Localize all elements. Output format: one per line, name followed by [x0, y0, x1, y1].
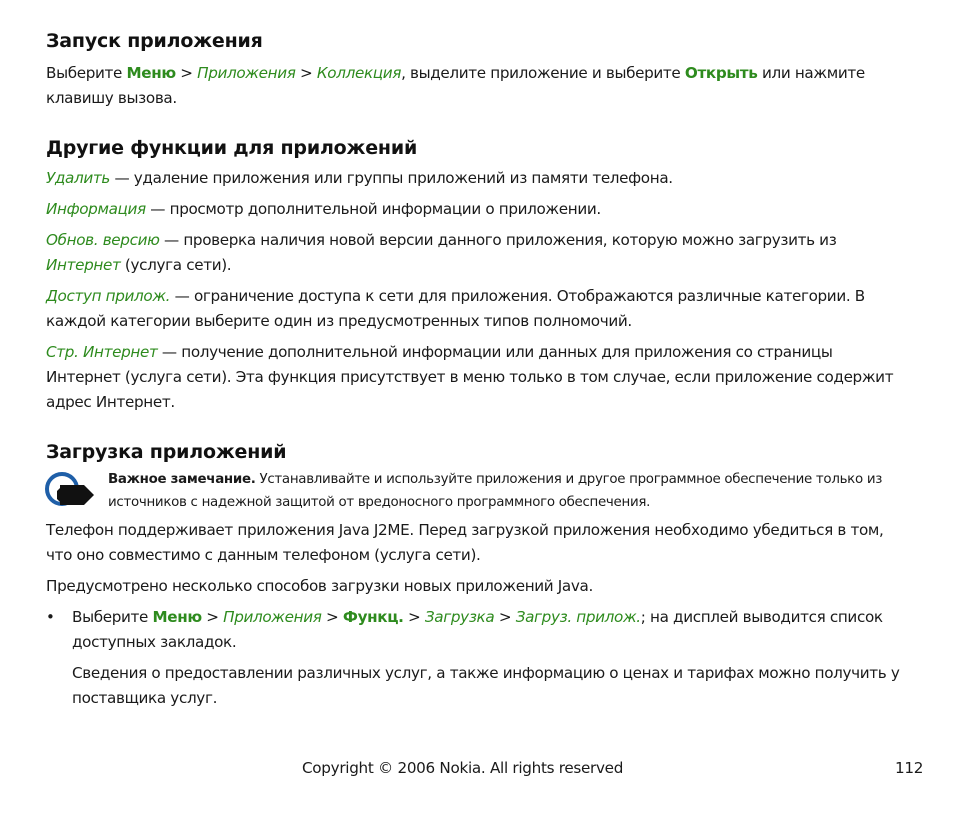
- function-item-access: Доступ прилож. — ограничение доступа к сети для приложения. Отображаются различные категории. В каждой категории выберите один из предусмотренных типов полномочий.: [46, 287, 865, 330]
- download-methods-paragraph: Предусмотрено несколько способов загрузки новых приложений Java.: [46, 577, 593, 595]
- important-note: [46, 471, 906, 514]
- java-support-paragraph: Телефон поддерживает приложения Java J2ME. Перед загрузкой приложения необходимо убедиться в том, что оно совместимо с данным телефоном (услуга сети).: [46, 521, 884, 564]
- service-info-paragraph: Сведения о предоставлении различных услуг, а также информацию о ценах и тарифах можно получить у поставщика услуг.: [72, 664, 900, 707]
- function-item-update: Обнов. версию — проверка наличия новой версии данного приложения, которую можно загрузить из Интернет (услуга сети).: [46, 231, 837, 274]
- page-number: 112: [895, 759, 924, 777]
- open-link: Открыть: [684, 64, 758, 82]
- collection-link: Коллекция: [316, 64, 402, 82]
- heading-other-functions: Другие функции для приложений: [46, 137, 418, 159]
- copyright-text: Copyright © 2006 Nokia. All rights reserved: [302, 759, 624, 777]
- function-item-info: Информация — просмотр дополнительной информации о приложении.: [46, 200, 601, 218]
- document-page: [46, 30, 906, 711]
- important-note-label: Важное замечание.: [108, 472, 256, 487]
- function-item-web-page: Стр. Интернет — получение дополнительной информации или данных для приложения со страницы Интернет (услуга сети). Эта функция присутствует в меню только в том случае, если приложение содержит адрес Интернет.: [46, 343, 894, 411]
- important-note-icon: [44, 471, 96, 507]
- heading-download-apps: Загрузка приложений: [46, 441, 287, 463]
- function-item-delete: Удалить — удаление приложения или группы приложений из памяти телефона.: [46, 169, 673, 187]
- list-item: [46, 605, 906, 655]
- heading-launch-app: Запуск приложения: [46, 30, 263, 52]
- apps-link: Приложения: [197, 64, 296, 82]
- launch-app-paragraph: Выберите Меню > Приложения > Коллекция, выделите приложение и выберите Открыть или нажмите клавишу вызова.: [46, 64, 865, 107]
- bullet-mark: •: [46, 608, 55, 626]
- important-note-text: Важное замечание. Устанавливайте и используйте приложения и другое программное обеспечение только из источников с надежной защитой от вредоносного программного обеспечения.: [108, 472, 883, 510]
- bullet-text: Выберите Меню > Приложения > Функц. > Загрузка > Загруз. прилож.; на дисплей выводится список доступных закладок.: [72, 608, 883, 651]
- menu-link: Меню: [126, 64, 176, 82]
